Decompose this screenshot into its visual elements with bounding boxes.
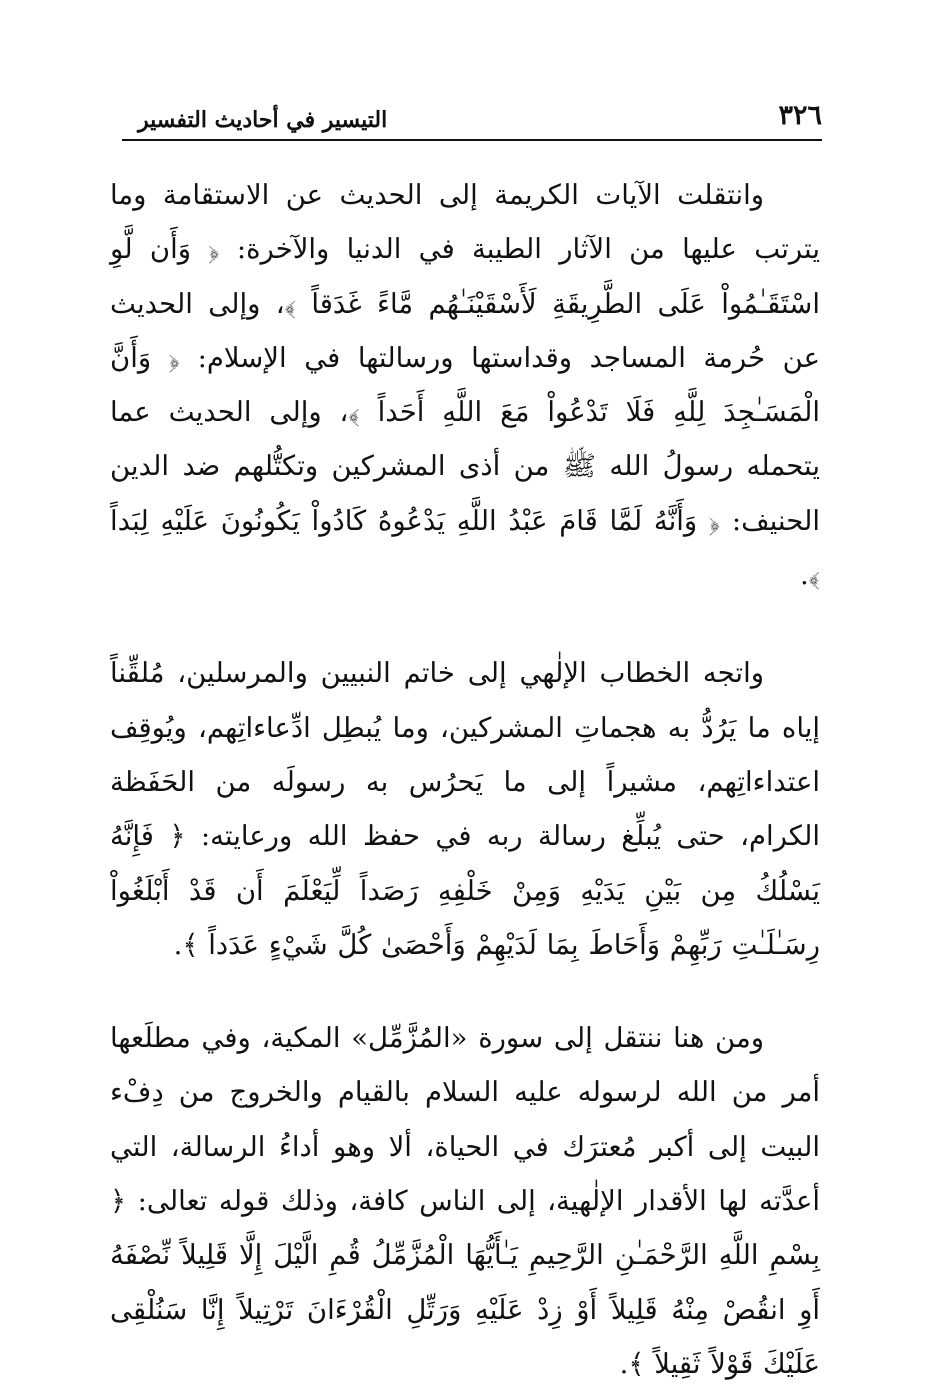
running-header: [122, 95, 822, 141]
body-text: [110, 168, 820, 1391]
paragraph: ومن هنا ننتقل إلى سورة «المُزَّمِّل» المكية، وفي مطلَعها أمر من الله لرسوله عليه السلام بالقيام والخروج من دِفْء البيت إلى أكبر مُعترَك في الحياة، ألا وهو أداءُ الرسالة، التي أعدَّته لها الأقدار الإلٰهية، إلى الناس كافة، وذلك قوله تعالى: ﴿ بِسْمِ اللَّهِ الرَّحْمَـٰنِ الرَّحِيمِ يَـٰأَيُّهَا الْمُزَّمِّلُ قُمِ الَّيْلَ إِلَّا قَلِيلاً نِّصْفَهُ أَوِ انقُصْ مِنْهُ قَلِيلاً أَوْ زِدْ عَلَيْهِ وَرَتِّلِ الْقُرْءَانَ تَرْتِيلاً إِنَّا سَنُلْقِى عَلَيْكَ قَوْلاً ثَقِيلاً ﴾.: [110, 1022, 820, 1380]
page-number: ٣٢٦: [778, 100, 822, 131]
book-title: التيسير في أحاديث التفسير: [138, 107, 388, 133]
paragraph: واتجه الخطاب الإلٰهي إلى خاتم النبيين والمرسلين، مُلقِّناً إياه ما يَرُدُّ به هجماتِ المشركين، وما يُبطِل ادِّعاءاتِهم، ويُوقِف اعتداءاتِهم، مشيراً إلى ما يَحرُس به رسولَه من الحَفَظة الكرام، حتى يُبلِّغ رسالة ربه في حفظ الله ورعايته: ﴿ فَإِنَّهُ يَسْلُكُ مِن بَيْنِ يَدَيْهِ وَمِنْ خَلْفِهِ رَصَداً لِّيَعْلَمَ أَن قَدْ أَبْلَغُواْ رِسَـٰلَـٰتِ رَبِّهِمْ وَأَحَاطَ بِمَا لَدَيْهِمْ وَأَحْصَىٰ كُلَّ شَيْءٍ عَدَداً ﴾.: [110, 657, 820, 961]
paragraph: وانتقلت الآيات الكريمة إلى الحديث عن الاستقامة وما يترتب عليها من الآثار الطيبة في الدنيا والآخرة: ﴿ وَأَن لَّوِ اسْتَقَـٰمُواْ عَلَى الطَّرِيقَةِ لَأَسْقَيْنَـٰهُم مَّاءً غَدَقاً ﴾، وإلى الحديث عن حُرمة المساجد وقداستها ورسالتها في الإسلام: ﴿ وَأَنَّ الْمَسَـٰجِدَ لِلَّهِ فَلَا تَدْعُواْ مَعَ اللَّهِ أَحَداً ﴾، وإلى الحديث عما يتحمله رسولُ الله ﷺ من أذى المشركين وتكتُّلهم ضد الدين الحنيف: ﴿ وَأَنَّهُ لَمَّا قَامَ عَبْدُ اللَّهِ يَدْعُوهُ كَادُواْ يَكُونُونَ عَلَيْهِ لِبَداً ﴾.: [110, 179, 820, 592]
